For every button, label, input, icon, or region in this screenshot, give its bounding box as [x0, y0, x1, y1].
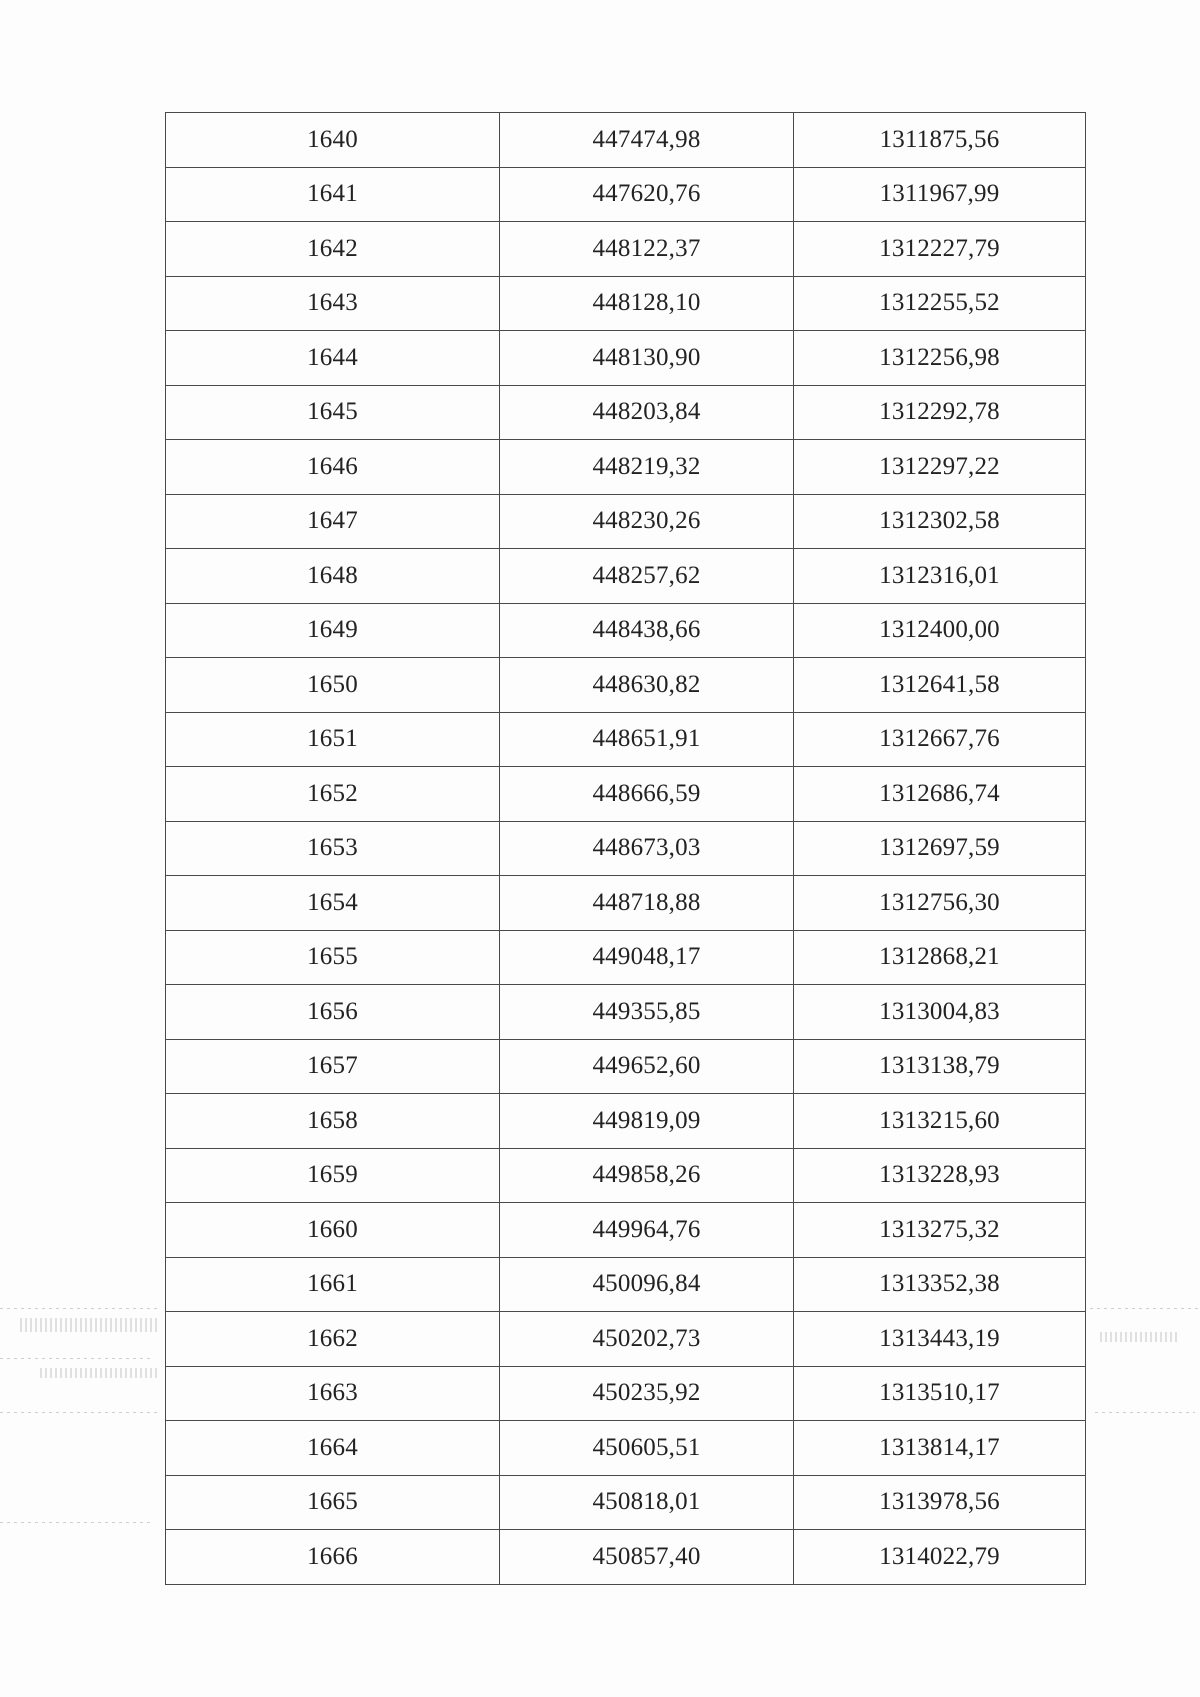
y-coordinate-cell: 1312255,52 [794, 276, 1086, 331]
table-row [166, 1475, 1086, 1530]
point-number-cell: 1648 [166, 549, 500, 604]
point-number-cell: 1656 [166, 985, 500, 1040]
scan-artifact-line [0, 1308, 160, 1309]
x-coordinate-cell: 449964,76 [500, 1203, 794, 1258]
table-row [166, 767, 1086, 822]
point-number-cell: 1658 [166, 1094, 500, 1149]
table-row [166, 167, 1086, 222]
y-coordinate-cell: 1313443,19 [794, 1312, 1086, 1367]
point-number-cell: 1650 [166, 658, 500, 713]
scan-artifact-line [1095, 1412, 1195, 1413]
point-number-cell: 1654 [166, 876, 500, 931]
y-coordinate-cell: 1313228,93 [794, 1148, 1086, 1203]
y-coordinate-cell: 1311967,99 [794, 167, 1086, 222]
y-coordinate-cell: 1312316,01 [794, 549, 1086, 604]
table-row [166, 440, 1086, 495]
x-coordinate-cell: 450605,51 [500, 1421, 794, 1476]
x-coordinate-cell: 448257,62 [500, 549, 794, 604]
x-coordinate-cell: 448230,26 [500, 494, 794, 549]
scan-artifact-smudge [1100, 1332, 1180, 1342]
y-coordinate-cell: 1313275,32 [794, 1203, 1086, 1258]
point-number-cell: 1653 [166, 821, 500, 876]
point-number-cell: 1651 [166, 712, 500, 767]
x-coordinate-cell: 448666,59 [500, 767, 794, 822]
scan-artifact-smudge [40, 1368, 160, 1378]
table-row [166, 821, 1086, 876]
point-number-cell: 1643 [166, 276, 500, 331]
table-row [166, 603, 1086, 658]
x-coordinate-cell: 449355,85 [500, 985, 794, 1040]
point-number-cell: 1640 [166, 113, 500, 168]
x-coordinate-cell: 448203,84 [500, 385, 794, 440]
point-number-cell: 1647 [166, 494, 500, 549]
y-coordinate-cell: 1312227,79 [794, 222, 1086, 277]
table-row [166, 113, 1086, 168]
y-coordinate-cell: 1312400,00 [794, 603, 1086, 658]
scan-artifact-line [0, 1522, 150, 1523]
scan-artifact-line [0, 1412, 160, 1413]
y-coordinate-cell: 1312686,74 [794, 767, 1086, 822]
y-coordinate-cell: 1312302,58 [794, 494, 1086, 549]
y-coordinate-cell: 1313352,38 [794, 1257, 1086, 1312]
y-coordinate-cell: 1313978,56 [794, 1475, 1086, 1530]
table-row [166, 1421, 1086, 1476]
scan-artifact-line [1090, 1308, 1200, 1309]
x-coordinate-cell: 448219,32 [500, 440, 794, 495]
point-number-cell: 1644 [166, 331, 500, 386]
y-coordinate-cell: 1312297,22 [794, 440, 1086, 495]
table-row [166, 985, 1086, 1040]
point-number-cell: 1655 [166, 930, 500, 985]
y-coordinate-cell: 1313004,83 [794, 985, 1086, 1040]
point-number-cell: 1660 [166, 1203, 500, 1258]
table-row [166, 549, 1086, 604]
coordinates-table-body [166, 113, 1086, 1585]
x-coordinate-cell: 448438,66 [500, 603, 794, 658]
table-row [166, 1094, 1086, 1149]
point-number-cell: 1652 [166, 767, 500, 822]
point-number-cell: 1662 [166, 1312, 500, 1367]
table-row [166, 1203, 1086, 1258]
x-coordinate-cell: 450235,92 [500, 1366, 794, 1421]
y-coordinate-cell: 1312868,21 [794, 930, 1086, 985]
point-number-cell: 1657 [166, 1039, 500, 1094]
x-coordinate-cell: 449819,09 [500, 1094, 794, 1149]
x-coordinate-cell: 450096,84 [500, 1257, 794, 1312]
x-coordinate-cell: 450818,01 [500, 1475, 794, 1530]
y-coordinate-cell: 1313215,60 [794, 1094, 1086, 1149]
point-number-cell: 1661 [166, 1257, 500, 1312]
y-coordinate-cell: 1312292,78 [794, 385, 1086, 440]
table-row [166, 1366, 1086, 1421]
point-number-cell: 1665 [166, 1475, 500, 1530]
table-row [166, 930, 1086, 985]
table-row [166, 1148, 1086, 1203]
y-coordinate-cell: 1312697,59 [794, 821, 1086, 876]
table-row [166, 331, 1086, 386]
table-row [166, 1312, 1086, 1367]
x-coordinate-cell: 448122,37 [500, 222, 794, 277]
x-coordinate-cell: 448630,82 [500, 658, 794, 713]
point-number-cell: 1664 [166, 1421, 500, 1476]
table-row [166, 494, 1086, 549]
point-number-cell: 1641 [166, 167, 500, 222]
x-coordinate-cell: 448128,10 [500, 276, 794, 331]
y-coordinate-cell: 1313138,79 [794, 1039, 1086, 1094]
x-coordinate-cell: 447620,76 [500, 167, 794, 222]
point-number-cell: 1649 [166, 603, 500, 658]
x-coordinate-cell: 449652,60 [500, 1039, 794, 1094]
point-number-cell: 1666 [166, 1530, 500, 1585]
x-coordinate-cell: 448651,91 [500, 712, 794, 767]
table-row [166, 658, 1086, 713]
table-row [166, 1530, 1086, 1585]
x-coordinate-cell: 450202,73 [500, 1312, 794, 1367]
point-number-cell: 1659 [166, 1148, 500, 1203]
table-row [166, 1039, 1086, 1094]
x-coordinate-cell: 448673,03 [500, 821, 794, 876]
x-coordinate-cell: 449048,17 [500, 930, 794, 985]
table-row [166, 712, 1086, 767]
table-row [166, 276, 1086, 331]
table-row [166, 385, 1086, 440]
scan-artifact-smudge [20, 1318, 160, 1332]
y-coordinate-cell: 1312667,76 [794, 712, 1086, 767]
point-number-cell: 1646 [166, 440, 500, 495]
y-coordinate-cell: 1313510,17 [794, 1366, 1086, 1421]
y-coordinate-cell: 1312256,98 [794, 331, 1086, 386]
x-coordinate-cell: 447474,98 [500, 113, 794, 168]
y-coordinate-cell: 1312756,30 [794, 876, 1086, 931]
x-coordinate-cell: 448130,90 [500, 331, 794, 386]
x-coordinate-cell: 448718,88 [500, 876, 794, 931]
x-coordinate-cell: 450857,40 [500, 1530, 794, 1585]
y-coordinate-cell: 1312641,58 [794, 658, 1086, 713]
x-coordinate-cell: 449858,26 [500, 1148, 794, 1203]
table-row [166, 876, 1086, 931]
y-coordinate-cell: 1314022,79 [794, 1530, 1086, 1585]
scan-artifact-line [0, 1358, 150, 1359]
point-number-cell: 1645 [166, 385, 500, 440]
point-number-cell: 1663 [166, 1366, 500, 1421]
y-coordinate-cell: 1313814,17 [794, 1421, 1086, 1476]
table-row [166, 222, 1086, 277]
y-coordinate-cell: 1311875,56 [794, 113, 1086, 168]
table-row [166, 1257, 1086, 1312]
coordinates-table [165, 112, 1086, 1585]
point-number-cell: 1642 [166, 222, 500, 277]
